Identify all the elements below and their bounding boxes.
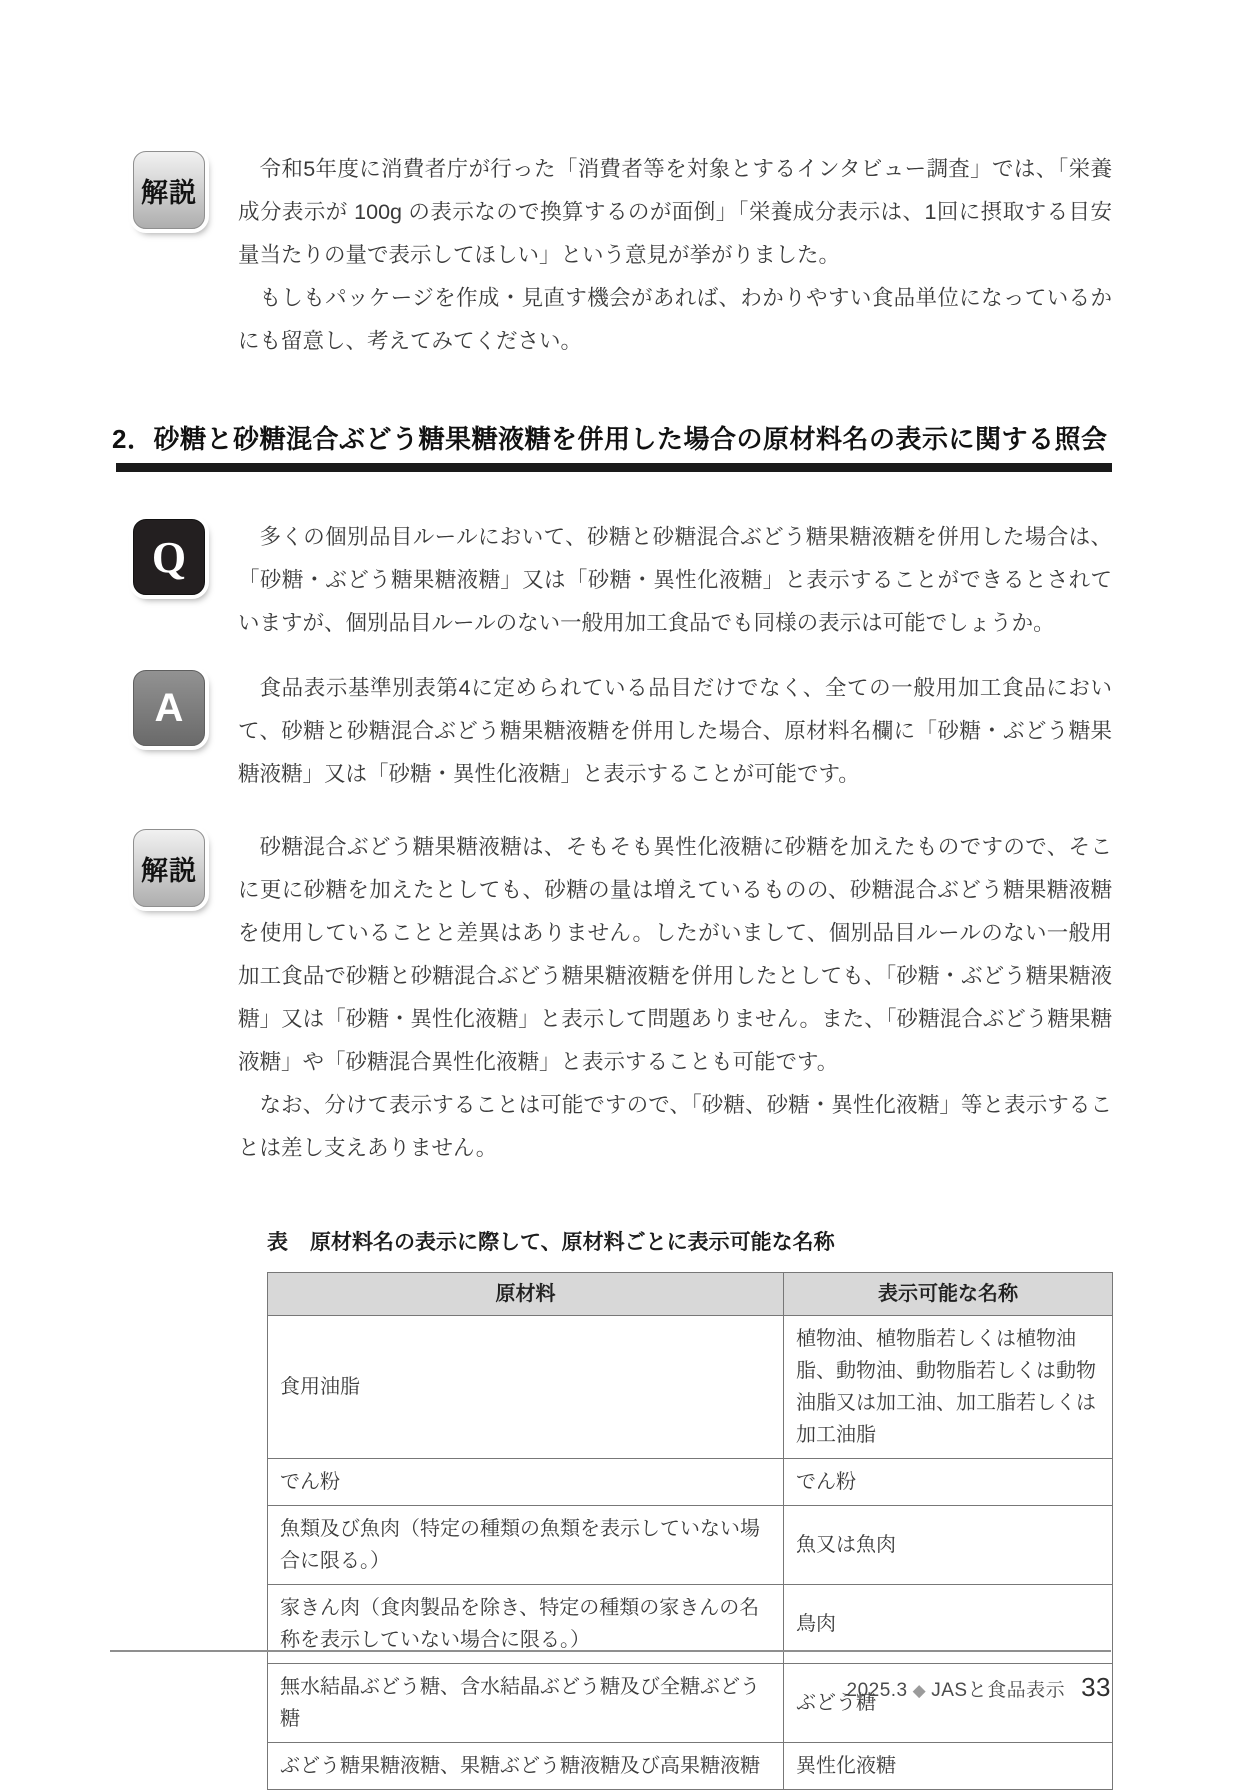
ingredient-cell: ぶどう糖果糖液糖、果糖ぶどう糖液糖及び高果糖液糖: [268, 1743, 784, 1790]
column-header-ingredient: 原材料: [268, 1273, 784, 1316]
table-title-text: 原材料名の表示に際して、原材料ごとに表示可能な名称: [310, 1231, 835, 1254]
table-title-prefix: 表: [267, 1231, 288, 1254]
q-badge: Q: [133, 519, 205, 595]
paragraph: 多くの個別品目ルールにおいて、砂糖と砂糖混合ぶどう糖果糖液糖を併用した場合は、「砂糖・ぶどう糖果糖液糖」又は「砂糖・異性化液糖」と表示することができるとされていますが、個別品目ルールのない一般用加工食品でも同様の表示は可能でしょうか。: [238, 525, 1112, 635]
table-header-row: [268, 1273, 1113, 1316]
kaisetsu-badge: 解説: [133, 829, 205, 907]
footer-rule: [110, 1650, 1111, 1652]
table-row: [268, 1506, 1113, 1585]
answer-block: [0, 667, 1241, 796]
a-badge: A: [133, 670, 205, 746]
allowed-name-cell: 植物油、植物脂若しくは植物油脂、動物油、動物脂若しくは動物油脂又は加工油、加工脂若しくは加工油脂: [784, 1316, 1113, 1459]
diamond-icon: ◆: [912, 1681, 927, 1700]
paragraph: 令和5年度に消費者庁が行った「消費者等を対象とするインタビュー調査」では、「栄養成分表示が 100g の表示なので換算するのが面倒」「栄養成分表示は、1回に摂取する目安量当たりの量で表示してほしい」という意見が挙がりました。: [238, 157, 1112, 267]
table-row: [268, 1459, 1113, 1506]
ingredient-cell: 家きん肉（食肉製品を除き、特定の種類の家きんの名称を表示していない場合に限る。）: [268, 1585, 784, 1664]
kaisetsu-badge: 解説: [133, 151, 205, 229]
paragraph: なお、分けて表示することは可能ですので、「砂糖、砂糖・異性化液糖」等と表示することは差し支えありません。: [238, 1093, 1112, 1160]
allowed-name-cell: 鳥肉: [784, 1585, 1113, 1664]
ingredient-cell: 食用油脂: [268, 1316, 784, 1459]
page-number: 33: [1081, 1672, 1111, 1702]
table-row: [268, 1316, 1113, 1459]
allowed-name-cell: でん粉: [784, 1459, 1113, 1506]
ingredient-cell: 魚類及び魚肉（特定の種類の魚類を表示していない場合に限る。）: [268, 1506, 784, 1585]
answer-text: [238, 667, 1112, 796]
kaisetsu-block-1: [0, 0, 1241, 363]
ingredient-cell: 無水結晶ぶどう糖、含水結晶ぶどう糖及び全糖ぶどう糖: [268, 1664, 784, 1743]
allowed-name-cell: ぶどう糖: [784, 1664, 1113, 1743]
heading-underline-bar: [116, 463, 1112, 472]
table-title: [237, 1226, 1112, 1256]
paragraph: 砂糖混合ぶどう糖果糖液糖は、そもそも異性化液糖に砂糖を加えたものですので、そこに更に砂糖を加えたとしても、砂糖の量は増えているものの、砂糖混合ぶどう糖果糖液糖を使用していることと差異はありません。したがいまして、個別品目ルールのない一般用加工食品で砂糖と砂糖混合ぶどう糖果糖液糖を併用したとしても、「砂糖・ぶどう糖果糖液糖」又は「砂糖・異性化液糖」と表示して問題ありません。また、「砂糖混合ぶどう糖果糖液糖」や「砂糖混合異性化液糖」と表示することも可能です。: [238, 835, 1112, 1074]
table-section: [237, 1226, 1112, 1790]
paragraph: もしもパッケージを作成・見直す機会があれば、わかりやすい食品単位になっているかにも留意し、考えてみてください。: [238, 286, 1112, 353]
question-block: [0, 516, 1241, 645]
question-text: [238, 516, 1112, 645]
ingredient-cell: でん粉: [268, 1459, 784, 1506]
section-heading: 2．砂糖と砂糖混合ぶどう糖果糖液糖を併用した場合の原材料名の表示に関する照会: [112, 424, 1108, 454]
paragraph: 食品表示基準別表第4に定められている品目だけでなく、全ての一般用加工食品において、砂糖と砂糖混合ぶどう糖果糖液糖を併用した場合、原材料名欄に「砂糖・ぶどう糖果糖液糖」又は「砂糖・異性化液糖」と表示することが可能です。: [238, 676, 1112, 786]
footer: [847, 1672, 1111, 1703]
allowed-name-cell: 異性化液糖: [784, 1743, 1113, 1790]
allowed-name-cell: 魚又は魚肉: [784, 1506, 1113, 1585]
ingredient-name-table: [267, 1272, 1113, 1790]
footer-journal-title: JASと食品表示: [931, 1680, 1066, 1701]
column-header-allowed-name: 表示可能な名称: [784, 1273, 1113, 1316]
kaisetsu-text-2: [238, 826, 1112, 1170]
kaisetsu-block-2: [0, 826, 1241, 1170]
section-heading-wrap: [110, 419, 1112, 472]
footer-issue: 2025.3: [846, 1680, 908, 1701]
table-row: [268, 1743, 1113, 1790]
kaisetsu-text-1: [238, 148, 1112, 363]
